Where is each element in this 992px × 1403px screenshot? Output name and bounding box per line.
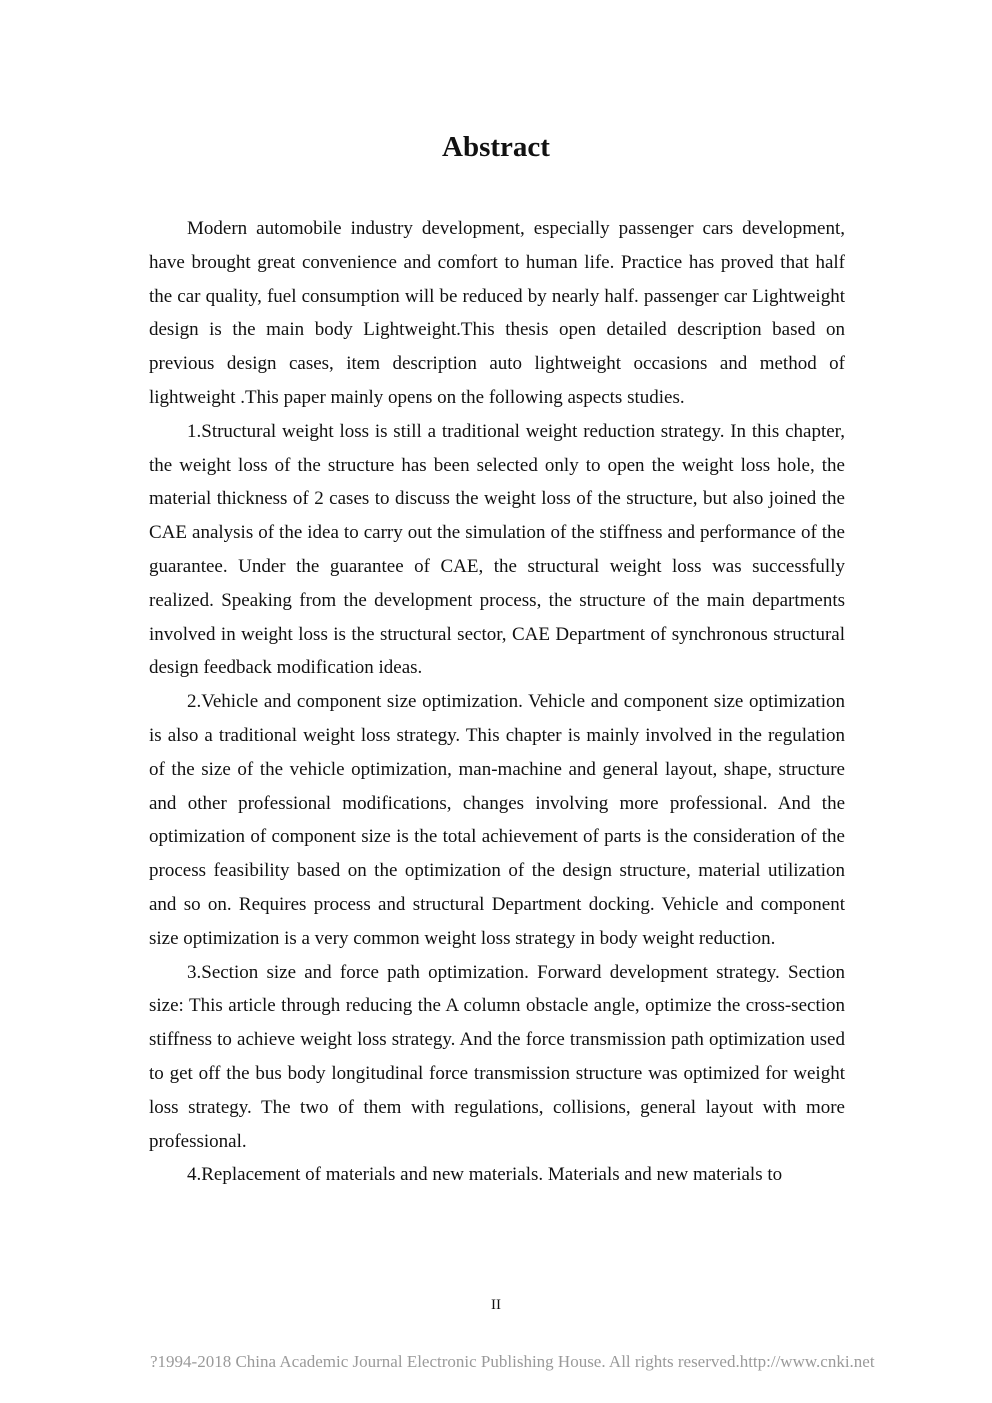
paragraph-materials: 4.Replacement of materials and new materials. Materials and new materials to (187, 1164, 783, 1186)
footer-url: http://www.cnki.net (739, 1352, 875, 1371)
abstract-body (149, 212, 845, 1192)
page-title: Abstract (442, 131, 550, 163)
paragraph-intro: Modern automobile industry development, especially passenger cars development, have brought great convenience and comfort to human life. Practice has proved that half the car quality, fuel consumption will be reduced by nearly half. passenger car Lightweight design is the main body Lightweight.This thesis open detailed description based on previous design cases, item description auto lightweight occasions and method of lightweight .This paper mainly opens on the following aspects studies. (149, 218, 845, 408)
paragraph-section-size: 3.Section size and force path optimization. Forward development strategy. Section size: This article through reducing the A column obstacle angle, optimize the cross-section stiffness to achieve weight loss strategy. And the force transmission path optimization used to get off the bus body longitudinal force transmission structure was optimized for weight loss strategy. The two of them with regulations, collisions, general layout with more professional. (149, 961, 845, 1152)
copyright-footer (150, 1351, 875, 1373)
copyright-text: ?1994-2018 China Academic Journal Electronic Publishing House. All rights reserved. (150, 1352, 740, 1371)
paragraph-structural-weight-loss: 1.Structural weight loss is still a traditional weight reduction strategy. In this chapter, the weight loss of the structure has been selected only to open the weight loss hole, the material thickness of 2 cases to discuss the weight loss of the structure, but also joined the CAE analysis of the idea to carry out the simulation of the stiffness and performance of the guarantee. Under the guarantee of CAE, the structural weight loss was successfully realized. Speaking from the development process, the structure of the main departments involved in weight loss is the structural sector, CAE Department of synchronous structural design feedback modification ideas. (149, 420, 845, 679)
page-number: II (491, 1297, 501, 1313)
paragraph-size-optimization: 2.Vehicle and component size optimization. Vehicle and component size optimization is also a traditional weight loss strategy. This chapter is mainly involved in the regulation of the size of the vehicle optimization, man-machine and general layout, shape, structure and other professional modifications, changes involving more professional. And the optimization of component size is the total achievement of parts is the consideration of the process feasibility based on the optimization of the design structure, material utilization and so on. Requires process and structural Department docking. Vehicle and component size optimization is a very common weight loss strategy in body weight reduction. (149, 691, 845, 949)
